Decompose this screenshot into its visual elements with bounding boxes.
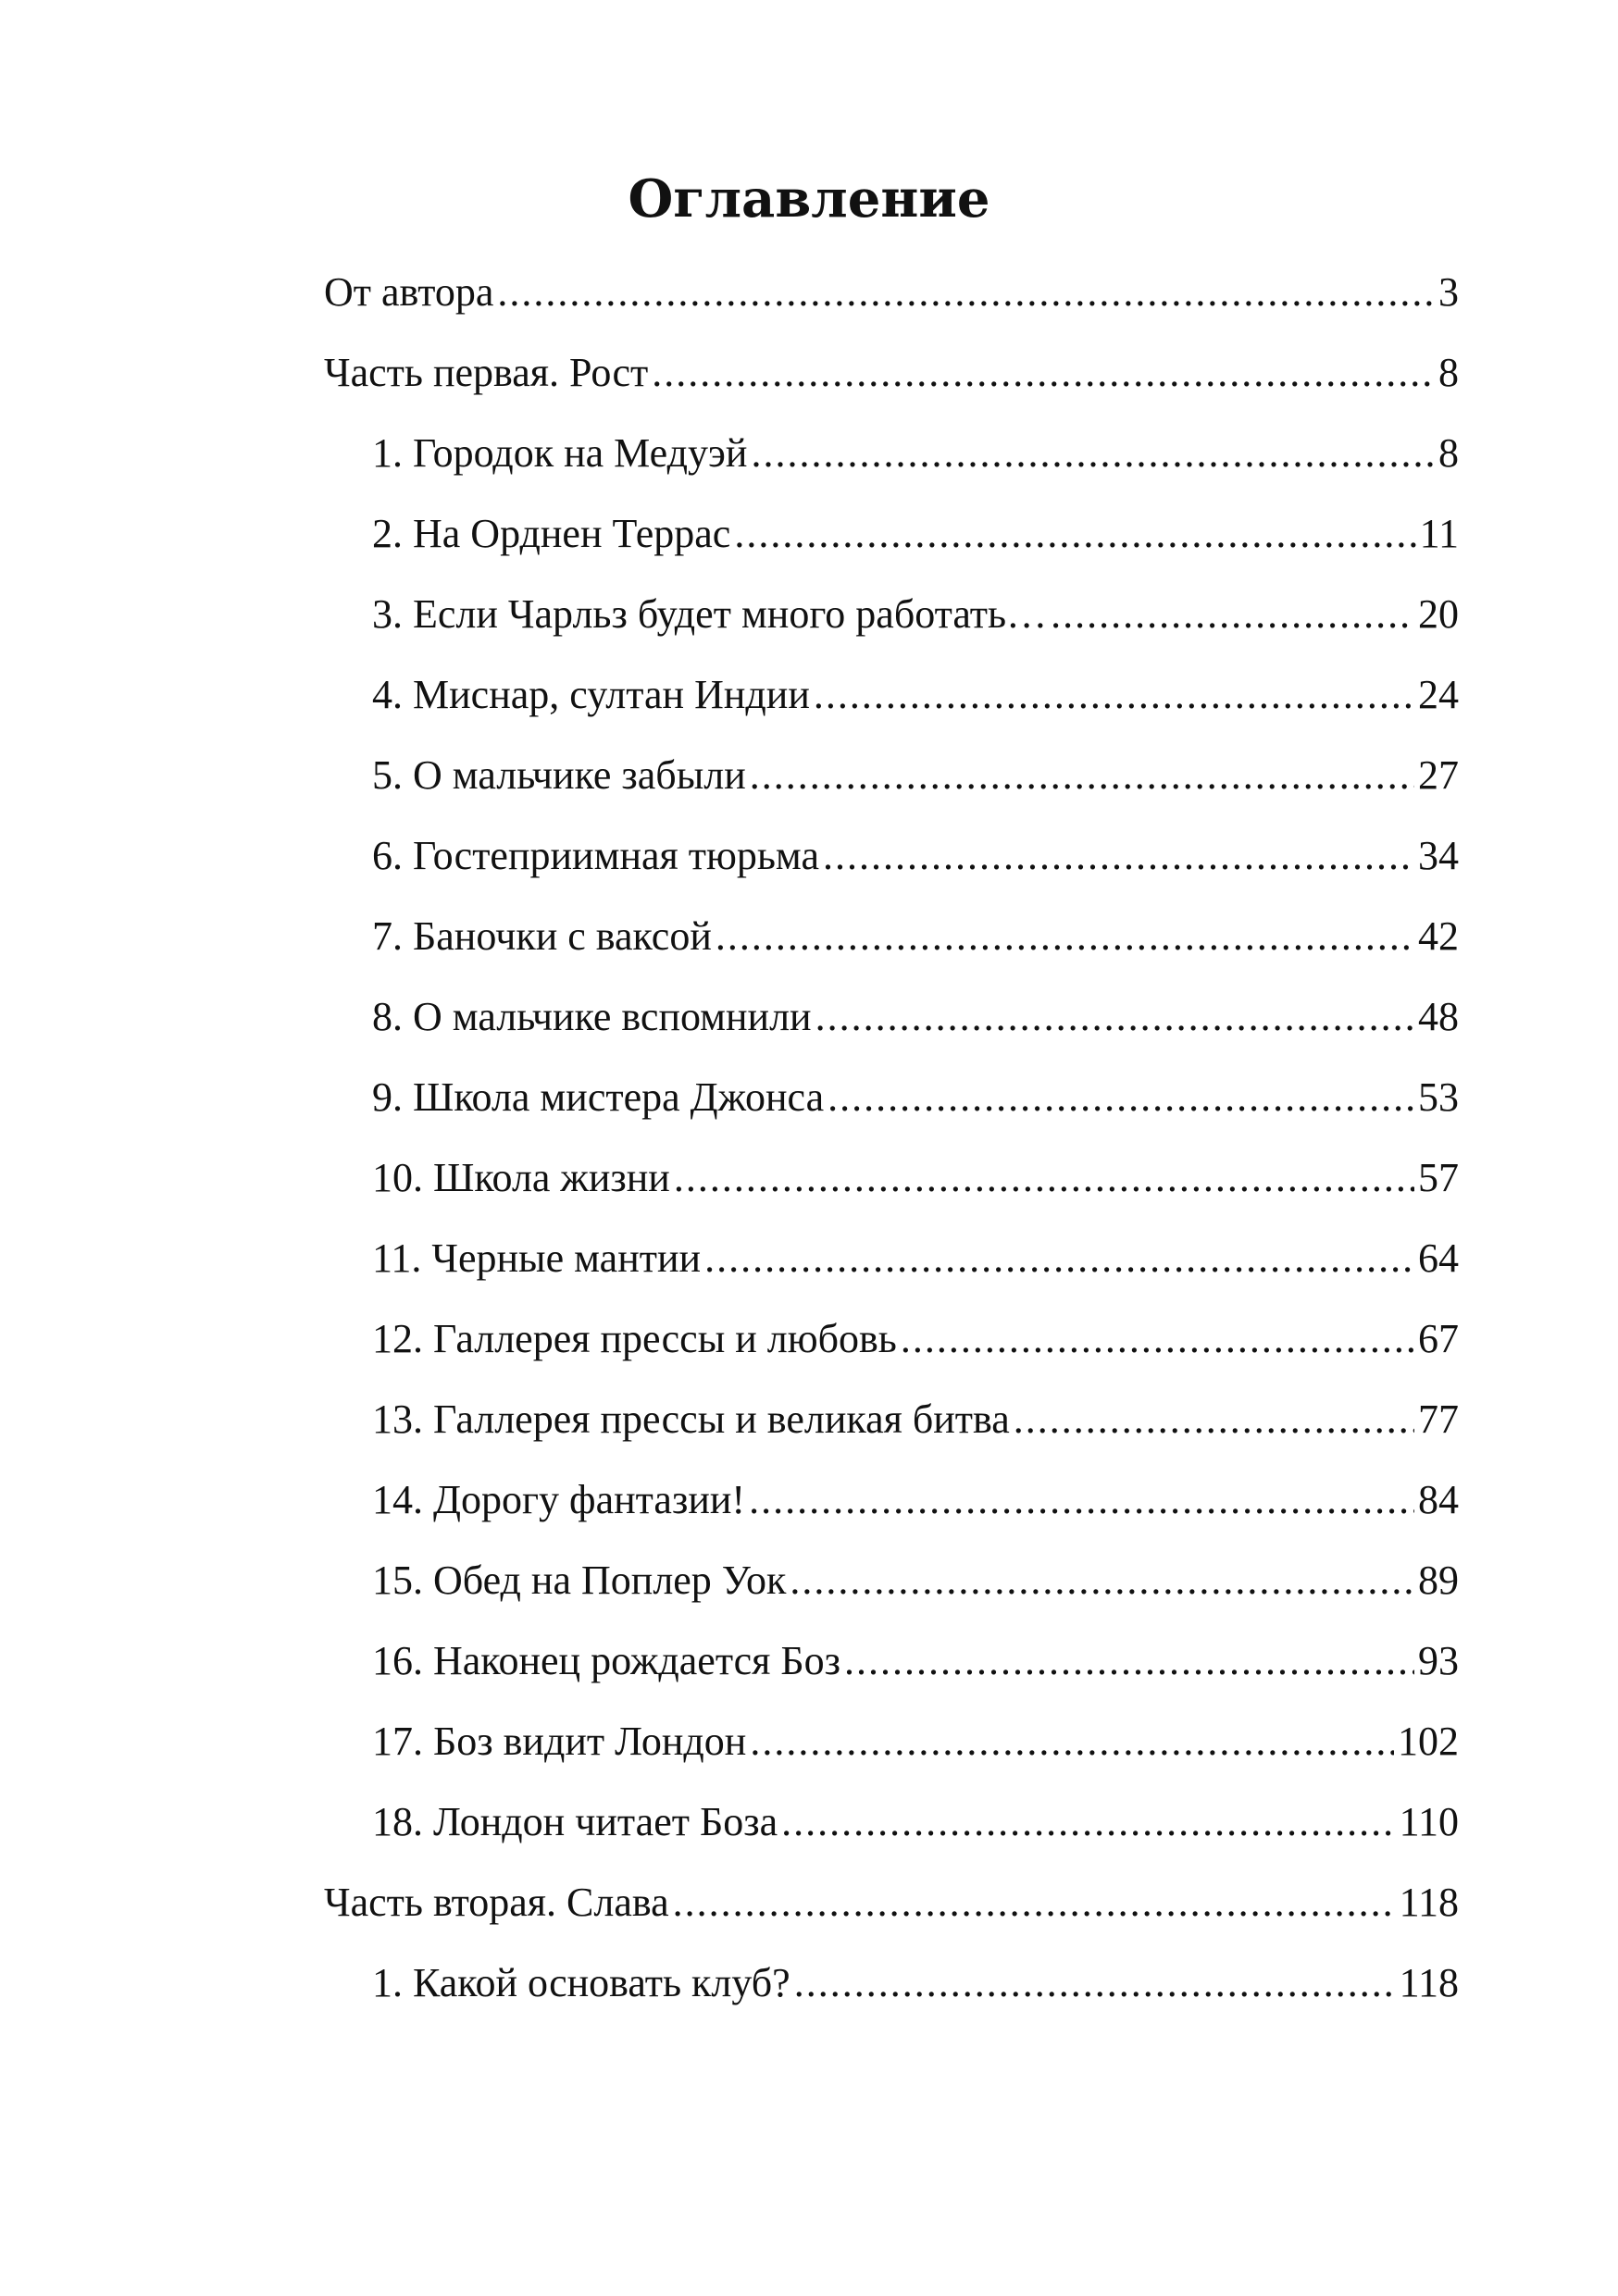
toc-page-number: 8: [1438, 350, 1459, 395]
toc-entry-label: 7. Баночки с ваксой: [372, 913, 712, 959]
toc-entry[interactable]: [324, 1137, 1459, 1218]
toc-entry[interactable]: [324, 574, 1459, 654]
toc-entry-label: Часть первая. Рост: [324, 350, 649, 395]
toc-dot-leader: [734, 493, 1415, 574]
toc-page-number: 27: [1418, 752, 1459, 798]
toc-page-number: 24: [1418, 672, 1459, 717]
toc-entry-label: 17. Боз видит Лондон: [372, 1719, 747, 1764]
toc-entry[interactable]: [324, 896, 1459, 976]
toc-entry-label: От автора: [324, 269, 494, 315]
toc-dot-leader: [751, 413, 1435, 493]
toc-entry[interactable]: [324, 1701, 1459, 1781]
toc-entry[interactable]: [324, 1218, 1459, 1298]
toc-page-number: 11: [1419, 511, 1459, 556]
toc-entry[interactable]: [324, 815, 1459, 896]
toc-entry-label: 8. О мальчике вспомнили: [372, 994, 812, 1039]
toc-page-number: 53: [1418, 1074, 1459, 1120]
toc-entry[interactable]: [324, 1379, 1459, 1459]
toc-dot-leader: [794, 1942, 1396, 2023]
toc-entry-label: 6. Гостеприимная тюрьма: [372, 833, 819, 878]
toc-page-number: 3: [1438, 269, 1459, 315]
toc-page-number: 77: [1418, 1396, 1459, 1442]
toc-entry-label: 14. Дорогу фантазии!: [372, 1477, 746, 1522]
toc-page-number: 93: [1418, 1638, 1459, 1683]
toc-dot-leader: [828, 1057, 1414, 1137]
toc-dot-leader: [497, 252, 1435, 332]
toc-entry-label: 18. Лондон читает Боза: [372, 1799, 778, 1844]
toc-dot-leader: [814, 654, 1414, 735]
toc-page-number: 118: [1399, 1960, 1459, 2005]
toc-dot-leader: [901, 1298, 1414, 1379]
toc-dot-leader: [652, 332, 1435, 413]
toc-entry[interactable]: [324, 1862, 1459, 1942]
toc-dot-leader: [704, 1218, 1414, 1298]
toc-page-number: 110: [1399, 1799, 1459, 1844]
toc-dot-leader: [781, 1781, 1395, 1862]
toc-entry[interactable]: [324, 332, 1459, 413]
toc-entry[interactable]: [324, 735, 1459, 815]
toc-entry-label: 15. Обед на Поплер Уок: [372, 1558, 787, 1603]
toc-dot-leader: [750, 735, 1414, 815]
toc-dot-leader: [844, 1620, 1414, 1701]
toc-page-number: 57: [1418, 1155, 1459, 1200]
toc-dot-leader: [749, 1459, 1414, 1540]
toc-page-number: 118: [1399, 1880, 1459, 1925]
toc-entry-label: 1. Городок на Медуэй: [372, 430, 748, 476]
toc-dot-leader: [823, 815, 1414, 896]
toc-entry-label: 5. О мальчике забыли: [372, 752, 746, 798]
toc-entry-label: 10. Школа жизни: [372, 1155, 670, 1200]
toc-entry-label: 3. Если Чарльз будет много работать…: [372, 591, 1048, 637]
toc-entry[interactable]: [324, 1459, 1459, 1540]
toc-entry[interactable]: [324, 252, 1459, 332]
toc-dot-leader: [750, 1701, 1394, 1781]
toc-page-number: 67: [1418, 1316, 1459, 1361]
toc-dot-leader: [716, 896, 1414, 976]
toc-entry[interactable]: [324, 1942, 1459, 2023]
toc-entry-label: 9. Школа мистера Джонса: [372, 1074, 825, 1120]
toc-entry[interactable]: [324, 654, 1459, 735]
toc-entry[interactable]: [324, 1540, 1459, 1620]
toc-page-number: 84: [1418, 1477, 1459, 1522]
toc-page-number: 42: [1418, 913, 1459, 959]
toc-page-number: 102: [1398, 1719, 1459, 1764]
toc-page-number: 34: [1418, 833, 1459, 878]
toc-entry-label: 12. Галлерея прессы и любовь: [372, 1316, 897, 1361]
toc-entry-label: 4. Миснар, султан Индии: [372, 672, 810, 717]
toc-entry-label: 2. На Орднен Террас: [372, 511, 731, 556]
toc-entry[interactable]: [324, 1620, 1459, 1701]
toc-entry[interactable]: [324, 1298, 1459, 1379]
table-of-contents: [324, 252, 1459, 2023]
toc-page-number: 8: [1438, 430, 1459, 476]
toc-dot-leader: [673, 1862, 1396, 1942]
toc-dot-leader: [1014, 1379, 1414, 1459]
toc-page-number: 89: [1418, 1558, 1459, 1603]
toc-entry[interactable]: [324, 1057, 1459, 1137]
toc-entry-label: Часть вторая. Слава: [324, 1880, 669, 1925]
toc-dot-leader: [815, 976, 1414, 1057]
toc-page-number: 64: [1418, 1235, 1459, 1281]
toc-dot-leader: [1051, 574, 1414, 654]
toc-entry-label: 11. Черные мантии: [372, 1235, 702, 1281]
toc-dot-leader: [674, 1137, 1414, 1218]
toc-dot-leader: [790, 1540, 1414, 1620]
page-title: Оглавление: [628, 168, 990, 230]
toc-entry[interactable]: [324, 493, 1459, 574]
toc-entry-label: 1. Какой основать клуб?: [372, 1960, 790, 2005]
toc-page-number: 20: [1418, 591, 1459, 637]
toc-entry[interactable]: [324, 413, 1459, 493]
toc-entry[interactable]: [324, 976, 1459, 1057]
toc-entry[interactable]: [324, 1781, 1459, 1862]
toc-page-number: 48: [1418, 994, 1459, 1039]
toc-entry-label: 13. Галлерея прессы и великая битва: [372, 1396, 1010, 1442]
toc-entry-label: 16. Наконец рождается Боз: [372, 1638, 840, 1683]
